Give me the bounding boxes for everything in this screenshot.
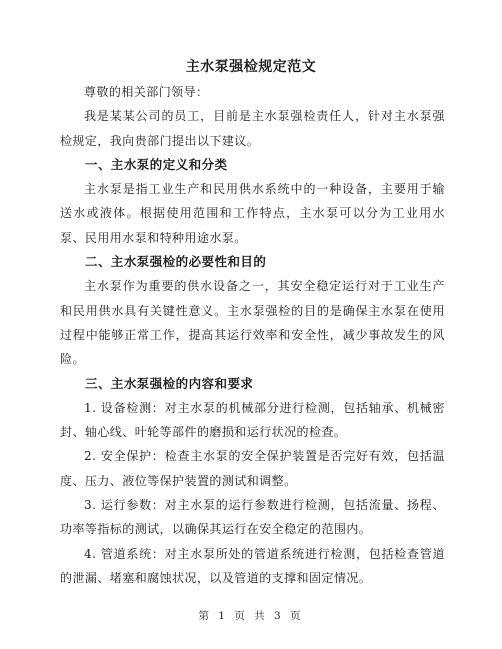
section-heading-1: 一、主水泵的定义和分类 — [85, 156, 228, 172]
greeting: 尊敬的相关部门领导： — [84, 85, 209, 99]
section-3-item-3: 3. 运行参数：对主水泵的运行参数进行检测，包括流量、扬程、功率等指标的测试，以确保其运行在安全稳定的范围内。 — [60, 498, 445, 537]
section-heading-3: 三、主水泵强检的内容和要求 — [85, 375, 254, 391]
document-body — [60, 80, 445, 590]
page-footer: 第 1 页 共 3 页 — [198, 610, 304, 622]
section-3-item-4: 4. 管道系统：对主水泵所处的管道系统进行检测，包括检查管道的泄漏、堵塞和腐蚀状况，以及管道的支撑和固定情况。 — [60, 546, 445, 585]
section-3-item-2: 2. 安全保护：检查主水泵的安全保护装置是否完好有效，包括温度、压力、液位等保护装置的测试和调整。 — [60, 449, 445, 488]
section-heading-2: 二、主水泵强检的必要性和目的 — [85, 254, 267, 270]
document-title: 主水泵强检规定范文 — [185, 59, 317, 75]
section-1-paragraph: 主水泵是指工业生产和民用供水系统中的一种设备，主要用于输送水或液体。根据使用范围和工作特点，主水泵可以分为工业用水泵、民用用水泵和特种用途水泵。 — [60, 182, 445, 245]
intro-paragraph: 我是某某公司的员工，目前是主水泵强检责任人，针对主水泵强检规定，我向贵部门提出以下建议。 — [60, 109, 445, 148]
section-3-item-1: 1. 设备检测：对主水泵的机械部分进行检测，包括轴承、机械密封、轴心线、叶轮等部件的磨损和运行状况的检查。 — [60, 400, 445, 440]
section-2-paragraph: 主水泵作为重要的供水设备之一，其安全稳定运行对于工业生产和民用供水具有关键性意义。主水泵强检的目的是确保主水泵在使用过程中能够正常工作，提高其运行效率和安全性，减少事故发生的风险。 — [60, 279, 445, 367]
